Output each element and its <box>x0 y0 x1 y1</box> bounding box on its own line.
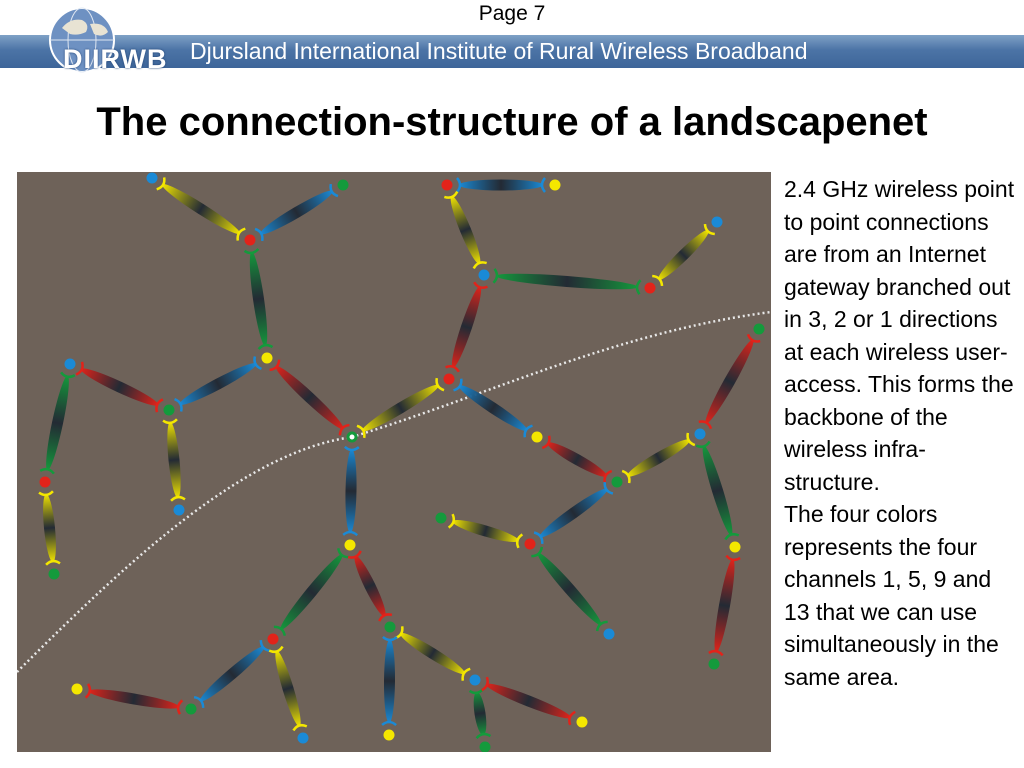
node-dot <box>532 432 543 443</box>
node-dot <box>262 353 273 364</box>
gateway-marker <box>350 435 355 440</box>
description-paragraph-2: The four colors represents the four channels 1, 5, 9 and 13 that we can use simultaneously in the same area. <box>784 501 999 690</box>
network-diagram-canvas <box>17 172 771 752</box>
node-dot <box>709 659 720 670</box>
node-dot <box>147 173 158 184</box>
node-dot <box>525 539 536 550</box>
node-dot <box>186 704 197 715</box>
node-dot <box>385 622 396 633</box>
description-paragraph-1: 2.4 GHz wireless point to point connections are from an Internet gateway branched out in 3, 2 or 1 directions at each wireless user-access. This forms the backbone of the wireless infra-structure. <box>784 176 1015 495</box>
node-dot <box>479 270 490 281</box>
node-dot <box>174 505 185 516</box>
node-dot <box>470 675 481 686</box>
node-dot <box>40 477 51 488</box>
node-dot <box>444 374 455 385</box>
node-dot <box>384 730 395 741</box>
node-dot <box>612 477 623 488</box>
node-dot <box>480 742 491 753</box>
node-dot <box>442 180 453 191</box>
description <box>784 173 1019 693</box>
node-dot <box>49 569 60 580</box>
node-dot <box>754 324 765 335</box>
slide-title: The connection-structure of a landscapenet <box>96 100 928 144</box>
node-dot <box>245 235 256 246</box>
node-dot <box>72 684 83 695</box>
node-dot <box>345 540 356 551</box>
node-dot <box>65 359 76 370</box>
node-dot <box>550 180 561 191</box>
node-dot <box>730 542 741 553</box>
node-dot <box>577 717 588 728</box>
node-dot <box>604 629 615 640</box>
node-dot <box>695 429 706 440</box>
link-beam-blue <box>459 180 543 191</box>
node-dot <box>338 180 349 191</box>
institute-name: Djursland International Institute of Rural Wireless Broadband <box>190 38 808 64</box>
node-dot <box>712 217 723 228</box>
page-number: Page 7 <box>478 2 546 25</box>
node-dot <box>298 733 309 744</box>
logo <box>30 6 168 74</box>
logo-text: DIIRWB <box>63 44 168 74</box>
network-diagram <box>17 172 771 752</box>
node-dot <box>436 513 447 524</box>
node-dot <box>164 405 175 416</box>
node-dot <box>645 283 656 294</box>
node-dot <box>268 634 279 645</box>
